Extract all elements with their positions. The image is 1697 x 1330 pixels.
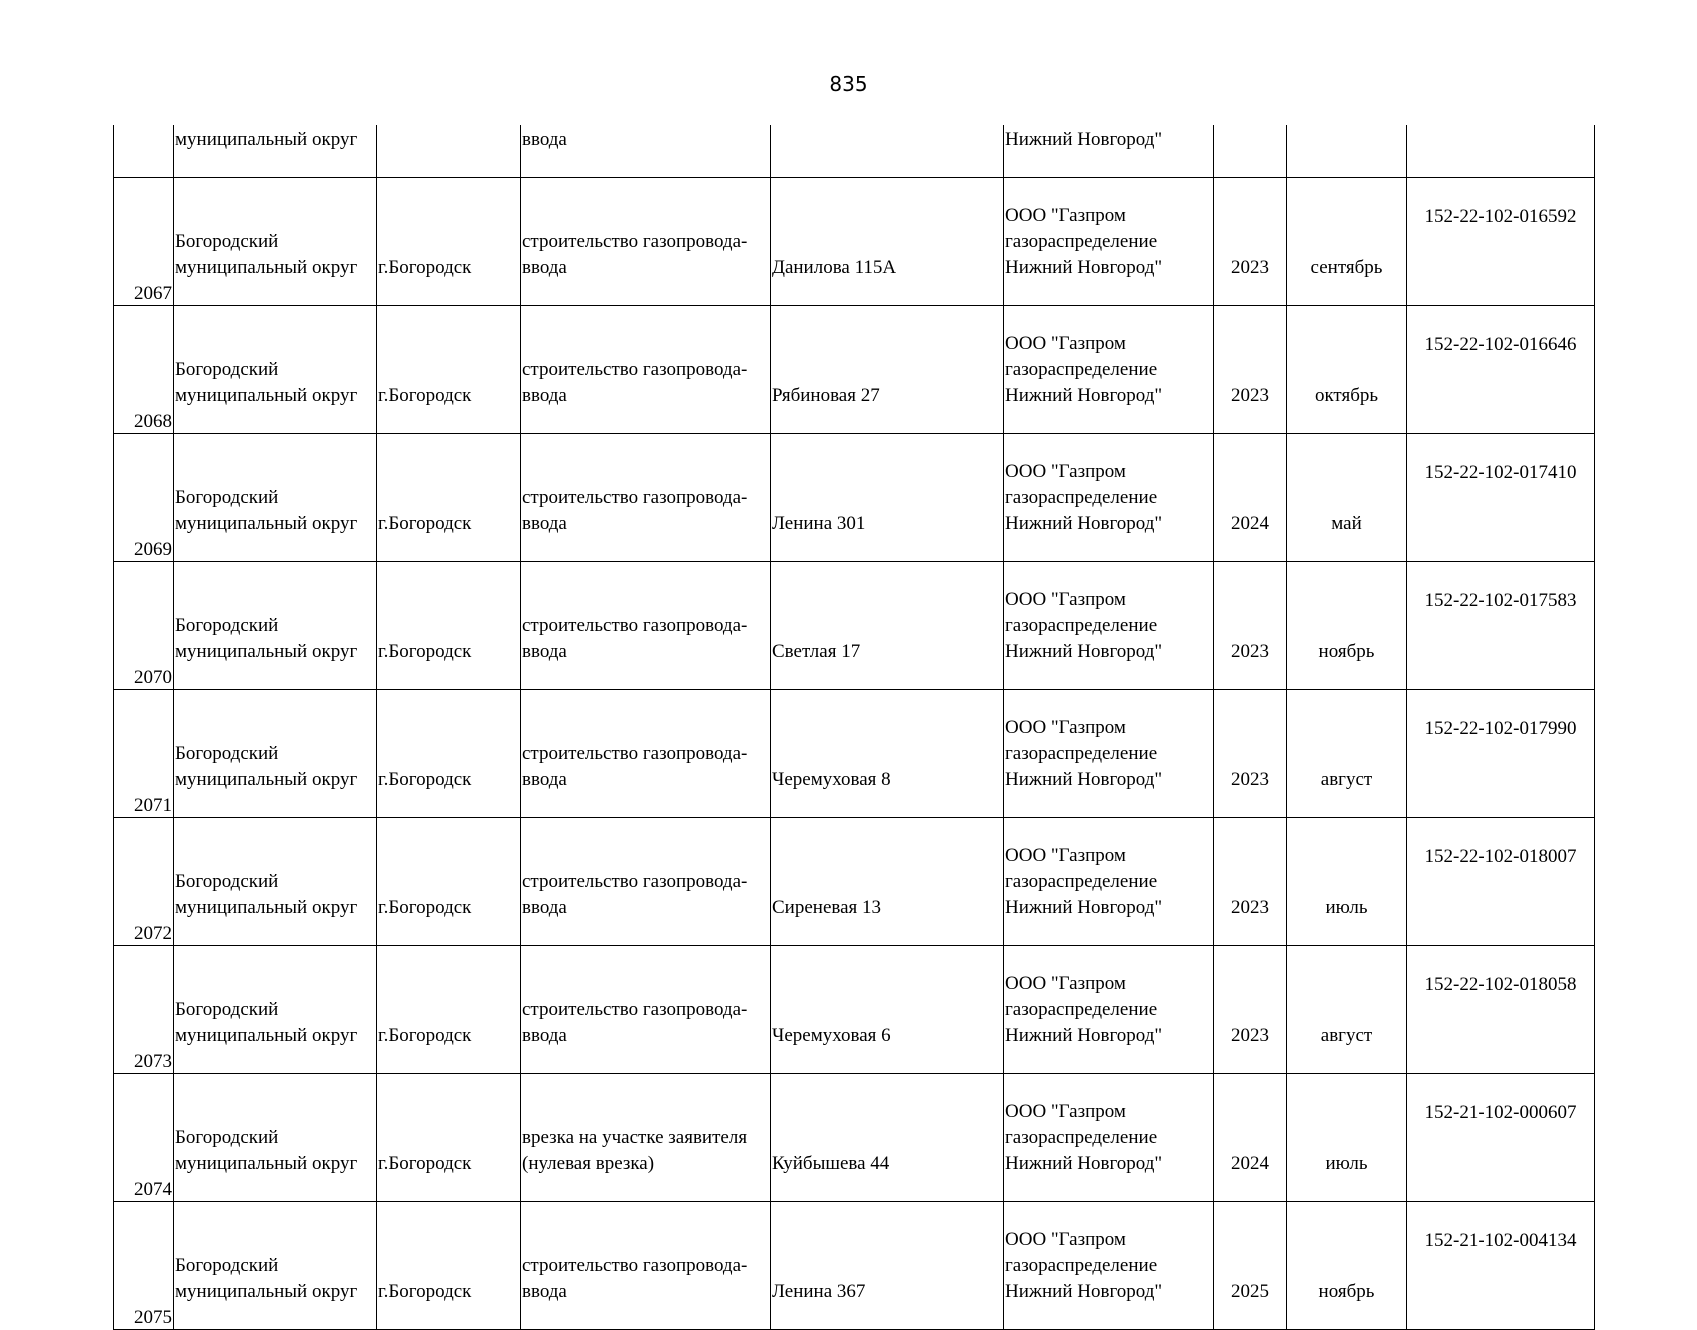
- cell-year: [1214, 434, 1287, 562]
- cell-text: ввода: [522, 1025, 567, 1046]
- cell-num: [114, 306, 174, 434]
- cell-text: ноябрь: [1318, 641, 1375, 662]
- cell-address: [771, 818, 1004, 946]
- cell-text: строительство газопровода-: [522, 1255, 748, 1276]
- table-row-continuation: [114, 125, 1595, 178]
- cell-text: Ленина 301: [772, 513, 866, 534]
- cell-city: [377, 690, 521, 818]
- cell-text: Черемуховая 8: [772, 769, 891, 790]
- cell-text: муниципальный округ: [175, 1153, 358, 1174]
- cell-district: [174, 434, 377, 562]
- cell-text: сентябрь: [1310, 257, 1383, 278]
- cell-text: строительство газопровода-: [522, 615, 748, 636]
- cell-code: [1407, 125, 1595, 178]
- cell-text: Ленина 367: [772, 1281, 866, 1302]
- cell-text: 2023: [1231, 769, 1269, 790]
- cell-text: газораспределение: [1005, 231, 1158, 252]
- cell-text: Нижний Новгород": [1005, 513, 1163, 534]
- cell-city: [377, 562, 521, 690]
- cell-district: [174, 690, 377, 818]
- cell-text: 2067: [134, 283, 172, 304]
- cell-text: 2074: [134, 1179, 172, 1200]
- cell-org: [1004, 690, 1214, 818]
- cell-text: г.Богородск: [378, 1153, 472, 1174]
- cell-text: Черемуховая 6: [772, 1025, 891, 1046]
- cell-org: [1004, 434, 1214, 562]
- cell-district: [174, 1202, 377, 1330]
- table-row: [114, 562, 1595, 690]
- cell-text: Светлая 17: [772, 641, 861, 662]
- cell-text: Нижний Новгород": [1005, 385, 1163, 406]
- cell-text: Нижний Новгород": [1005, 1281, 1163, 1302]
- cell-district: [174, 946, 377, 1074]
- table-row: [114, 690, 1595, 818]
- cell-text: газораспределение: [1005, 1127, 1158, 1148]
- cell-text: г.Богородск: [378, 641, 472, 662]
- cell-work-type: [521, 562, 771, 690]
- cell-address: [771, 690, 1004, 818]
- cell-code: [1407, 690, 1595, 818]
- cell-text: 152-22-102-017990: [1424, 718, 1577, 739]
- cell-text: 2023: [1231, 1025, 1269, 1046]
- cell-month: [1287, 818, 1407, 946]
- cell-org: Нижний Новгород": [1004, 125, 1214, 178]
- cell-text: Данилова 115А: [772, 257, 897, 278]
- cell-text: муниципальный округ: [175, 257, 358, 278]
- cell-text: ввода: [522, 897, 567, 918]
- cell-work-type: [521, 434, 771, 562]
- cell-work-type: ввода: [521, 125, 771, 178]
- cell-text: 2024: [1231, 1153, 1269, 1174]
- cell-text: Богородский: [175, 1127, 279, 1148]
- cell-address: [771, 178, 1004, 306]
- registry-table: [113, 125, 1595, 1330]
- cell-text: ввода: [522, 385, 567, 406]
- cell-text: ввода: [522, 641, 567, 662]
- cell-code: [1407, 1074, 1595, 1202]
- cell-text: май: [1331, 513, 1362, 534]
- cell-month: [1287, 1074, 1407, 1202]
- cell-text: газораспределение: [1005, 743, 1158, 764]
- cell-year: [1214, 306, 1287, 434]
- cell-city: [377, 946, 521, 1074]
- cell-text: строительство газопровода-: [522, 231, 748, 252]
- cell-city: [377, 434, 521, 562]
- cell-address: [771, 306, 1004, 434]
- cell-text: газораспределение: [1005, 999, 1158, 1020]
- cell-text: 2023: [1231, 385, 1269, 406]
- cell-text: (нулевая врезка): [522, 1153, 655, 1174]
- cell-district: муниципальный округ: [174, 125, 377, 178]
- table-row: [114, 306, 1595, 434]
- cell-text: Богородский: [175, 743, 279, 764]
- cell-code: [1407, 306, 1595, 434]
- cell-text: 2023: [1231, 641, 1269, 662]
- cell-text: Богородский: [175, 487, 279, 508]
- cell-month: [1287, 562, 1407, 690]
- cell-month: [1287, 434, 1407, 562]
- cell-text: 2070: [134, 667, 172, 688]
- cell-num: [114, 434, 174, 562]
- cell-text: Богородский: [175, 871, 279, 892]
- cell-address: [771, 1202, 1004, 1330]
- cell-text: 2025: [1231, 1281, 1269, 1302]
- cell-text: г.Богородск: [378, 769, 472, 790]
- cell-org: [1004, 818, 1214, 946]
- cell-text: 2024: [1231, 513, 1269, 534]
- cell-city: [377, 178, 521, 306]
- cell-text: муниципальный округ: [175, 1281, 358, 1302]
- cell-num: [114, 1202, 174, 1330]
- cell-code: [1407, 1202, 1595, 1330]
- cell-address: [771, 1074, 1004, 1202]
- cell-text: август: [1320, 1025, 1373, 1046]
- table-row: [114, 1202, 1595, 1330]
- cell-text: ввода: [522, 769, 567, 790]
- cell-district: [174, 178, 377, 306]
- cell-text: Нижний Новгород": [1005, 1025, 1163, 1046]
- cell-text: 152-22-102-016646: [1424, 334, 1577, 355]
- cell-text: ООО "Газпром: [1005, 205, 1126, 226]
- cell-work-type: [521, 178, 771, 306]
- cell-work-type: [521, 306, 771, 434]
- cell-text: 152-22-102-018007: [1424, 846, 1577, 867]
- cell-address: [771, 946, 1004, 1074]
- table-row: [114, 818, 1595, 946]
- cell-text: строительство газопровода-: [522, 871, 748, 892]
- cell-text: ООО "Газпром: [1005, 845, 1126, 866]
- cell-text: газораспределение: [1005, 359, 1158, 380]
- table-row: [114, 434, 1595, 562]
- cell-text: ноябрь: [1318, 1281, 1375, 1302]
- cell-org: [1004, 946, 1214, 1074]
- cell-text: ООО "Газпром: [1005, 1101, 1126, 1122]
- cell-text: Нижний Новгород": [1005, 257, 1163, 278]
- cell-month: [1287, 306, 1407, 434]
- cell-text: г.Богородск: [378, 385, 472, 406]
- cell-text: Богородский: [175, 359, 279, 380]
- cell-text: ООО "Газпром: [1005, 1229, 1126, 1250]
- cell-address: [771, 125, 1004, 178]
- cell-text: ООО "Газпром: [1005, 589, 1126, 610]
- cell-district: [174, 818, 377, 946]
- cell-text: 2071: [134, 795, 172, 816]
- cell-year: [1214, 1202, 1287, 1330]
- cell-city: [377, 306, 521, 434]
- cell-text: строительство газопровода-: [522, 487, 748, 508]
- cell-org: [1004, 306, 1214, 434]
- table-row: [114, 946, 1595, 1074]
- cell-text: ООО "Газпром: [1005, 461, 1126, 482]
- cell-text: 2023: [1231, 897, 1269, 918]
- cell-text: г.Богородск: [378, 897, 472, 918]
- cell-text: Нижний Новгород": [1005, 897, 1163, 918]
- cell-address: [771, 562, 1004, 690]
- table-row: [114, 178, 1595, 306]
- cell-city: [377, 1202, 521, 1330]
- cell-address: [771, 434, 1004, 562]
- cell-text: 152-21-102-000607: [1424, 1102, 1577, 1123]
- cell-text: 152-21-102-004134: [1424, 1230, 1577, 1251]
- cell-month: [1287, 125, 1407, 178]
- cell-work-type: [521, 1074, 771, 1202]
- cell-text: Рябиновая 27: [772, 385, 880, 406]
- cell-year: [1214, 125, 1287, 178]
- cell-text: строительство газопровода-: [522, 359, 748, 380]
- cell-code: [1407, 946, 1595, 1074]
- cell-month: [1287, 946, 1407, 1074]
- table-row: [114, 1074, 1595, 1202]
- cell-work-type: [521, 1202, 771, 1330]
- cell-text: муниципальный округ: [175, 385, 358, 406]
- cell-text: Нижний Новгород": [1005, 1153, 1163, 1174]
- cell-code: [1407, 434, 1595, 562]
- cell-num: [114, 818, 174, 946]
- cell-year: [1214, 562, 1287, 690]
- cell-num: [114, 178, 174, 306]
- cell-text: 152-22-102-017583: [1424, 590, 1577, 611]
- cell-work-type: [521, 690, 771, 818]
- cell-code: [1407, 178, 1595, 306]
- cell-text: ввода: [522, 1281, 567, 1302]
- cell-text: июль: [1325, 897, 1368, 918]
- cell-num: [114, 562, 174, 690]
- cell-city: [377, 818, 521, 946]
- cell-text: ООО "Газпром: [1005, 717, 1126, 738]
- cell-text: 2069: [134, 539, 172, 560]
- cell-text: ООО "Газпром: [1005, 333, 1126, 354]
- cell-text: г.Богородск: [378, 513, 472, 534]
- cell-text: муниципальный округ: [175, 769, 358, 790]
- cell-text: 2023: [1231, 257, 1269, 278]
- cell-num: [114, 946, 174, 1074]
- cell-text: строительство газопровода-: [522, 999, 748, 1020]
- cell-text: 152-22-102-018058: [1424, 974, 1577, 995]
- cell-num: [114, 125, 174, 178]
- cell-num: [114, 1074, 174, 1202]
- cell-text: Сиреневая 13: [772, 897, 882, 918]
- cell-year: [1214, 818, 1287, 946]
- cell-org: [1004, 178, 1214, 306]
- cell-text: газораспределение: [1005, 615, 1158, 636]
- cell-year: [1214, 690, 1287, 818]
- cell-code: [1407, 818, 1595, 946]
- cell-text: газораспределение: [1005, 871, 1158, 892]
- cell-text: июль: [1325, 1153, 1368, 1174]
- cell-month: [1287, 178, 1407, 306]
- cell-code: [1407, 562, 1595, 690]
- cell-text: муниципальный округ: [175, 513, 358, 534]
- cell-text: ввода: [522, 257, 567, 278]
- cell-text: Богородский: [175, 231, 279, 252]
- cell-org: [1004, 1074, 1214, 1202]
- cell-text: газораспределение: [1005, 487, 1158, 508]
- cell-text: Богородский: [175, 1255, 279, 1276]
- cell-city: [377, 125, 521, 178]
- cell-num: [114, 690, 174, 818]
- cell-text: август: [1320, 769, 1373, 790]
- cell-text: муниципальный округ: [175, 641, 358, 662]
- cell-text: 2073: [134, 1051, 172, 1072]
- cell-text: строительство газопровода-: [522, 743, 748, 764]
- cell-month: [1287, 1202, 1407, 1330]
- page-number: 835: [829, 72, 868, 96]
- cell-work-type: [521, 946, 771, 1074]
- cell-text: Богородский: [175, 999, 279, 1020]
- cell-text: 152-22-102-017410: [1424, 462, 1577, 483]
- cell-text: газораспределение: [1005, 1255, 1158, 1276]
- cell-text: г.Богородск: [378, 257, 472, 278]
- cell-text: октябрь: [1314, 385, 1379, 406]
- cell-district: [174, 306, 377, 434]
- cell-org: [1004, 562, 1214, 690]
- cell-text: ООО "Газпром: [1005, 973, 1126, 994]
- cell-text: 2075: [134, 1307, 172, 1328]
- cell-city: [377, 1074, 521, 1202]
- cell-text: муниципальный округ: [175, 1025, 358, 1046]
- cell-district: [174, 562, 377, 690]
- cell-text: 2068: [134, 411, 172, 432]
- cell-text: г.Богородск: [378, 1281, 472, 1302]
- cell-text: г.Богородск: [378, 1025, 472, 1046]
- cell-district: [174, 1074, 377, 1202]
- cell-text: Богородский: [175, 615, 279, 636]
- cell-text: ввода: [522, 513, 567, 534]
- cell-year: [1214, 178, 1287, 306]
- cell-org: [1004, 1202, 1214, 1330]
- cell-text: Нижний Новгород": [1005, 641, 1163, 662]
- cell-text: Куйбышева 44: [772, 1153, 890, 1174]
- cell-work-type: [521, 818, 771, 946]
- cell-text: 152-22-102-016592: [1424, 206, 1577, 227]
- cell-text: врезка на участке заявителя: [522, 1127, 748, 1148]
- cell-text: Нижний Новгород": [1005, 769, 1163, 790]
- cell-text: муниципальный округ: [175, 897, 358, 918]
- cell-month: [1287, 690, 1407, 818]
- cell-year: [1214, 1074, 1287, 1202]
- cell-year: [1214, 946, 1287, 1074]
- cell-text: 2072: [134, 923, 172, 944]
